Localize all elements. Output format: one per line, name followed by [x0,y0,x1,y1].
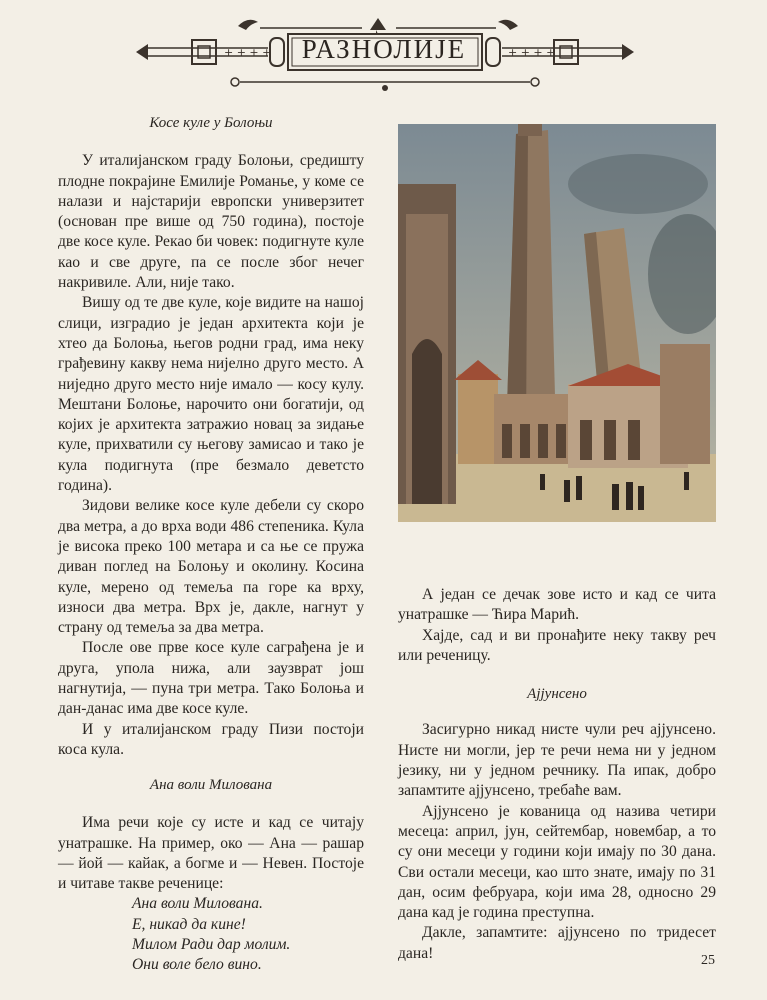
bologna-towers-illustration [398,124,716,522]
leaf-ornament-icon [238,20,258,30]
paragraph: Зидови велике косе куле дебели су скоро два метра, а до врха води 486 степеника. Кула је висока преко 100 метара и са ње се пружа диван поглед на Болоњу и околину. Косина куле, мерено од темеља па горе ка врху, износи два метра. Врх је, дакле, нагнут у страну од темеља за два метра. [58,497,364,637]
page-number: 25 [701,953,715,968]
leaf-ornament-icon [498,20,518,30]
paragraph: И у италијанском граду Пизи постоји коса кула. [58,720,364,758]
paragraph: Вишу од те две куле, које видите на нашој слици, изградио је један архитекта који је хтео да Болоња, његов родни град, има неку грађевину какву нема нијелно друго место. А ниједно друго место није имало — косу кулу. Мештани Болоње, нарочито они богатији, од којих је архитекта затражио новац за зидање куле, прихватили су његову замисао и тако је кула подигнута (пре безмало деветсто година). [58,294,364,495]
paragraph: У италијанском граду Болоњи, средишту плодне покрајине Емилије Романье, у коме се налази и најстарији европски универзитет (основан пре више од 750 година), постоје две косе куле. Рекао би човек: подигнуте куле као и све друге, па се после због нечег накривиле. Али, није тако. [58,152,364,292]
section-title: Косе куле у Болоњи [149,115,273,131]
verse-line: Они воле бело вино. [132,956,262,974]
right-column [398,585,716,964]
verse-line: Милом Ради дар молим. [132,936,291,954]
svg-text:+ + + +: + + + + [508,46,556,59]
paragraph: Дакле, запамтите: ајјунсено по тридесет дана! [398,924,716,962]
paragraph: После ове прве косе куле саграђена је и друга, упола нижа, али заузврат још нагнутија, — пуна три метра. Тако Болоња и дан-данас има две косе куле. [58,639,364,718]
page-title: РАЗНОЛИЈЕ [301,34,467,64]
verse-line: Ана воли Милована. [132,895,263,913]
paragraph: Има речи које су исте и кад се читају унатрашке. На пример, око — Ана — рашар — йой — кайак, а богме и — Невен. Постоје и читаве такве реченице: [58,814,364,893]
left-column-lower [58,775,364,976]
svg-text:+ + + +: + + + + [224,46,272,59]
left-column [58,113,364,760]
paragraph: Ајјунсено је кованица од назива четири месеца: април, јун, сейтембар, новембар, а то су они месеци у години који имају по 30 дана. Сви остали месеци, као што знате, имају по 31 дан, осим фебруара, који има 28, односно 29 дана кад је година преступна. [398,802,716,922]
section-title: Ајјунсено [527,686,587,703]
verse-line: Е, никад да кине! [132,915,246,933]
paragraph: А један се дечак зове исто и кад се чита унатрашке — Ћира Марић. [398,586,716,624]
paragraph: Хајде, сад и ви пронађите неку такву реч или реченицу. [398,626,716,664]
section-title: Ана воли Милована [149,777,273,793]
paragraph: Засигурно никад нисте чули реч ајјунсено. Нисте ни могли, јер те речи нема ни у једном језику, ни у једном речнику. Па ипак, добро запамтите ајјунсено, требаће вам. [398,721,716,800]
